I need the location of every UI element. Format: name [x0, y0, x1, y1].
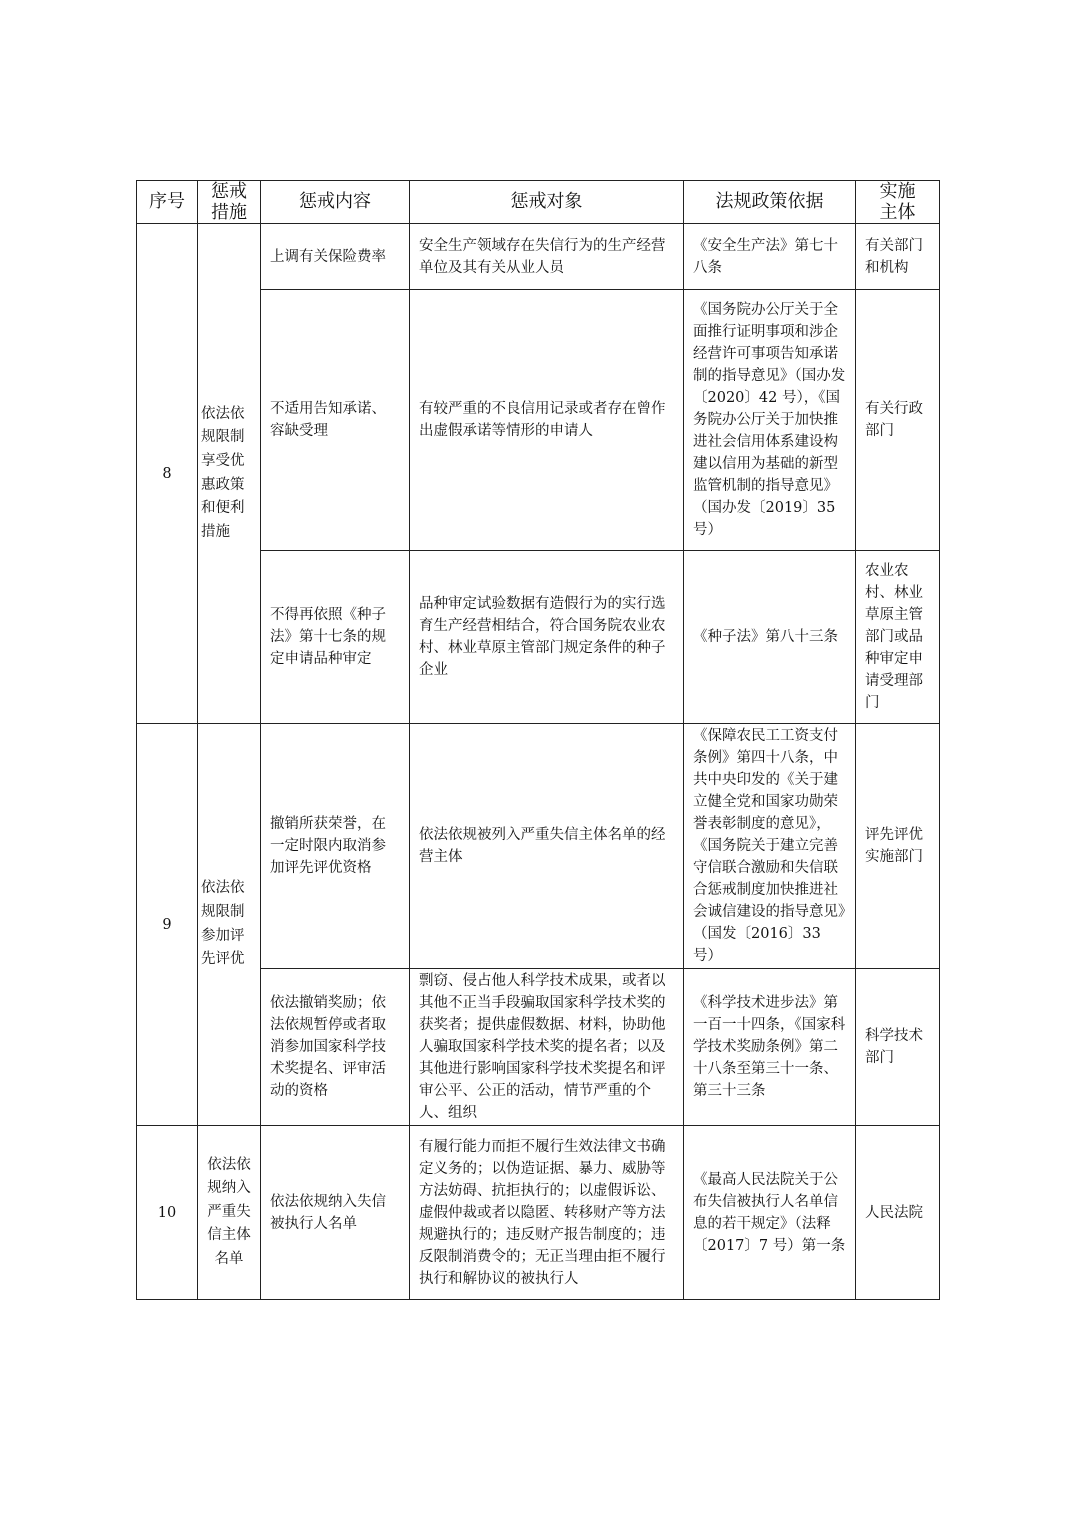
target-cell: 剽窃、侵占他人科学技术成果，或者以其他不正当手段骗取国家科学技术奖的获奖者；提供虚假数据、材料，协助他人骗取国家科学技术奖的提名者；以及其他进行影响国家科学技术奖提名和评审公平、公正的活动，情节严重的个人、组织: [410, 969, 684, 1126]
table-row: [137, 224, 940, 290]
agency-cell: 评先评优实施部门: [856, 724, 940, 969]
target-cell: 依法依规被列入严重失信主体名单的经营主体: [410, 724, 684, 969]
content-cell: 依法撤销奖励；依法依规暂停或者取消参加国家科学技术奖提名、评审活动的资格: [261, 969, 410, 1126]
basis-cell: 《种子法》第八十三条: [684, 551, 856, 724]
basis-cell: 《最高人民法院关于公布失信被执行人名单信息的若干规定》（法释〔2017〕7 号）第一条: [684, 1126, 856, 1300]
agency-cell: 科学技术部门: [856, 969, 940, 1126]
measure-cell: 依法依规限制参加评先评优: [198, 724, 261, 1126]
target-cell: 有较严重的不良信用记录或者存在曾作出虚假承诺等情形的申请人: [410, 290, 684, 551]
target-cell: 安全生产领域存在失信行为的生产经营单位及其有关从业人员: [410, 224, 684, 290]
measure-cell: 依法依规限制享受优惠政策和便利措施: [198, 224, 261, 724]
agency-cell: 农业农村、林业草原主管部门或品种审定申请受理部门: [856, 551, 940, 724]
penalty-table: [136, 180, 940, 1300]
header-content: 惩戒内容: [261, 181, 410, 224]
header-seq: 序号: [137, 181, 198, 224]
agency-cell: 人民法院: [856, 1126, 940, 1300]
basis-cell: 《安全生产法》第七十八条: [684, 224, 856, 290]
content-cell: 不得再依照《种子法》第十七条的规定申请品种审定: [261, 551, 410, 724]
seq-cell: 10: [137, 1126, 198, 1300]
table-row: [137, 1126, 940, 1300]
basis-cell: 《国务院办公厅关于全面推行证明事项和涉企经营许可事项告知承诺制的指导意见》（国办发〔2020〕42 号），《国务院办公厅关于加快推进社会信用体系建设构建以信用为基础的新型监管机制的指导意见》（国办发〔2019〕35 号）: [684, 290, 856, 551]
header-target: 惩戒对象: [410, 181, 684, 224]
basis-cell: 《保障农民工工资支付条例》第四十八条，中共中央印发的《关于建立健全党和国家功勋荣誉表彰制度的意见》，《国务院关于建立完善守信联合激励和失信联合惩戒制度加快推进社会诚信建设的指导意见》（国发〔2016〕33 号）: [684, 724, 856, 969]
agency-cell: 有关部门和机构: [856, 224, 940, 290]
header-measure: 惩戒措施: [198, 181, 261, 224]
agency-cell: 有关行政部门: [856, 290, 940, 551]
table-header-row: [137, 181, 940, 224]
target-cell: 品种审定试验数据有造假行为的实行选育生产经营相结合，符合国务院农业农村、林业草原主管部门规定条件的种子企业: [410, 551, 684, 724]
basis-cell: 《科学技术进步法》第一百一十四条，《国家科学技术奖励条例》第二十八条至第三十一条、第三十三条: [684, 969, 856, 1126]
content-cell: 依法依规纳入失信被执行人名单: [261, 1126, 410, 1300]
measure-cell: 依法依规纳入严重失信主体名单: [198, 1126, 261, 1300]
seq-cell: 8: [137, 224, 198, 724]
header-agency: 实施主体: [856, 181, 940, 224]
content-cell: 不适用告知承诺、容缺受理: [261, 290, 410, 551]
table-row: [137, 724, 940, 969]
header-basis: 法规政策依据: [684, 181, 856, 224]
content-cell: 上调有关保险费率: [261, 224, 410, 290]
seq-cell: 9: [137, 724, 198, 1126]
target-cell: 有履行能力而拒不履行生效法律文书确定义务的；以伪造证据、暴力、威胁等方法妨碍、抗拒执行的；以虚假诉讼、虚假仲裁或者以隐匿、转移财产等方法规避执行的；违反财产报告制度的；违反限制消费令的；无正当理由拒不履行执行和解协议的被执行人: [410, 1126, 684, 1300]
content-cell: 撤销所获荣誉，在一定时限内取消参加评先评优资格: [261, 724, 410, 969]
